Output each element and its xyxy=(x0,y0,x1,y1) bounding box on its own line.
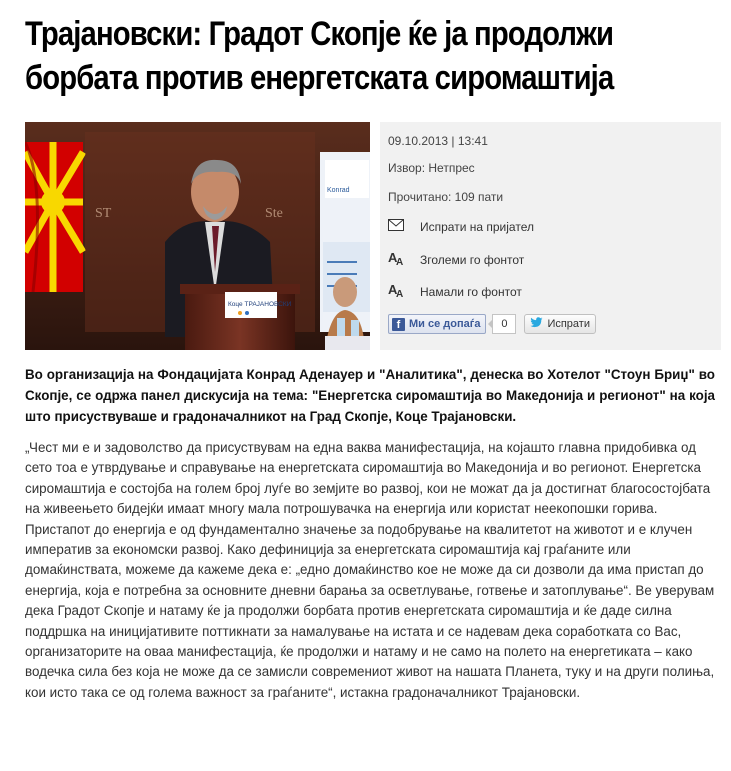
envelope-icon xyxy=(388,219,410,234)
facebook-icon: f xyxy=(392,318,405,331)
svg-text:A: A xyxy=(388,250,398,265)
svg-text:A: A xyxy=(396,289,404,298)
svg-text:ST: ST xyxy=(95,206,112,221)
twitter-bird-icon xyxy=(530,317,544,331)
font-decrease-icon xyxy=(388,282,410,301)
svg-text:Konrad: Konrad xyxy=(327,187,350,194)
podium xyxy=(180,284,300,350)
article-title: Трајановски: Градот Скопје ќе ја продолжи борбата против енергетската сиромаштија xyxy=(25,15,614,97)
facebook-like-label: Ми се допаѓа xyxy=(409,318,481,330)
photo-illustration xyxy=(25,122,370,350)
article-lead: Во организација на Фондацијата Конрад Аденауер и "Аналитика", денеска во Хотелот "Стоун Бриџ" во Скопје, се одржа панел дискусија на тема: "Енергетска сиромаштија во Македонија и регионот" на која што присуствуваше и градоначалникот на Град Скопје, Коце Трајановски. xyxy=(25,367,715,424)
social-buttons xyxy=(388,314,596,334)
nameplate: Коце ТРАЈАНОВСКИ xyxy=(228,301,292,308)
facebook-like-count: 0 xyxy=(492,314,516,334)
article-body: „Чест ми е и задоволство да присуствувам на една ваква манифестација, на којашто главна придобивка од сето тоа е утврдување и справување на енергетската сиромаштија во Македонија и во регионот. Енергетска сиромаштија е состојба на голем број луѓе во земјите во развој, кои не можат да ја достигнат благосостојбата на живеењето бидејќи имаат многу мала потрошувачка на енергија или користат неекопошки горива. Пристапот до енергија е од фундаментално значење за подобрување на квалитетот на животот и е клучен императив за економски развој. Како дефиниција за енергетската сиромаштија кај граѓаните или домаќинствата, можеме да кажеме дека е: „едно домаќинство кое не може да си дозволи да има пристап до енергија, која е потребна за основните дневни барања за осветлување, готвење и затоплување“. Ве уверувам дека Градот Скопје и натаму ќе ја продолжи борбата против енергетската сиромаштија и ќе даде силна поддршка на иницијативите поттикнати за намалување на истата и се надевам дека соработката со Вас, организаторите на оваа манифестација, ќе продолжи и натаму и не само на полето на енергетиката – како водечка сила без која не може да се замисли современиот живот на нашата Планета, туку и на други полиња, кои исто така се од голема важност за граѓаните“, истакна градоначалникот Трајановски. xyxy=(25,440,715,700)
shrink-font-label: Намали го фонтот xyxy=(420,284,522,299)
tweet-button[interactable] xyxy=(524,314,596,334)
enlarge-font-link[interactable] xyxy=(388,250,524,269)
send-to-friend-link[interactable] xyxy=(388,219,534,234)
svg-text:Ste: Ste xyxy=(265,206,283,221)
enlarge-font-label: Зголеми го фонтот xyxy=(420,252,525,267)
shrink-font-link[interactable] xyxy=(388,282,522,301)
view-count: Прочитано: 109 пати xyxy=(388,190,504,204)
article-meta xyxy=(380,122,721,350)
svg-text:A: A xyxy=(396,257,404,266)
publish-date: 09.10.2013 | 13:41 xyxy=(388,134,488,148)
macedonia-flag xyxy=(25,142,83,292)
article-source: Извор: Нетпрес xyxy=(388,161,475,175)
svg-text:A: A xyxy=(388,282,398,297)
facebook-like-button[interactable] xyxy=(388,314,486,334)
font-increase-icon xyxy=(388,250,410,269)
article-photo xyxy=(25,122,370,350)
send-to-friend-label: Испрати на пријател xyxy=(420,219,534,234)
tweet-label: Испрати xyxy=(547,318,590,330)
